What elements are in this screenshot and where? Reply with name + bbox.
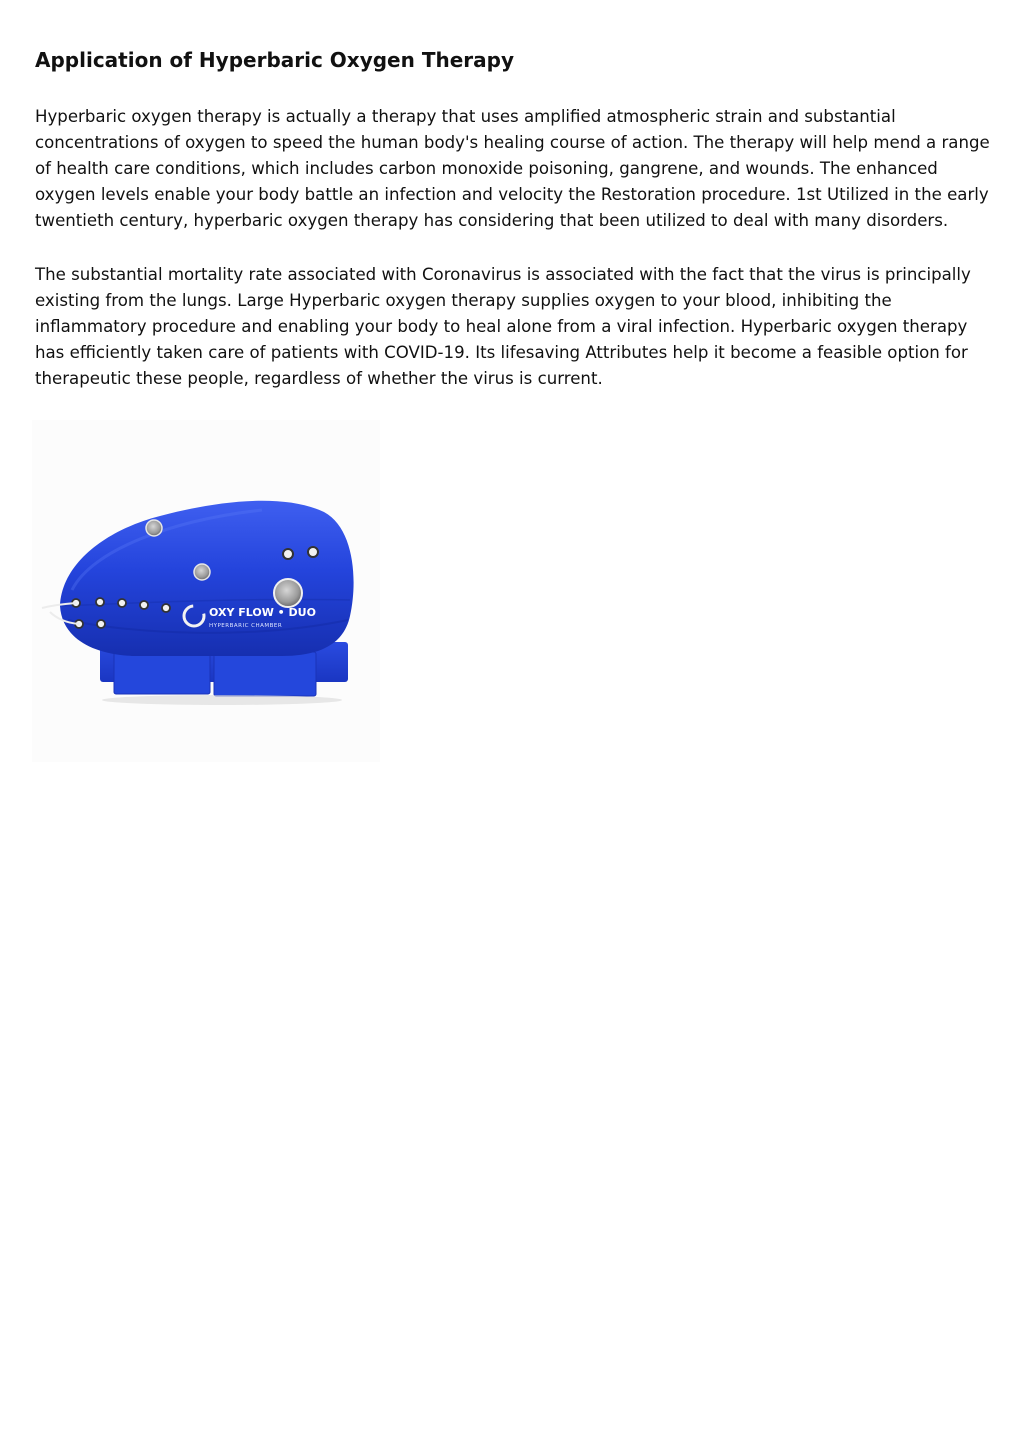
paragraph-covid: The substantial mortality rate associated with Coronavirus is associated with the fact that the virus is principally existing from the lungs. Large Hyperbaric oxygen therapy supplies oxygen to your blood, inhibiting the inflammatory procedure and enabling your body to heal alone from a viral infection. Hyperbaric oxygen therapy has efficiently taken care of patients with COVID-19. Its lifesaving Attributes help it become a feasible option for therapeutic these people, regardless of whether the virus is current. — [35, 265, 971, 388]
hyperbaric-chamber-image — [32, 420, 380, 762]
page-title: Application of Hyperbaric Oxygen Therapy — [35, 48, 514, 72]
brand-text: OXY FLOW • DUO — [209, 606, 316, 619]
brand-subtext: HYPERBARIC CHAMBER — [209, 623, 283, 629]
paragraph-intro: Hyperbaric oxygen therapy is actually a therapy that uses amplified atmospheric strain and substantial concentrations of oxygen to speed the human body's healing course of action. The therapy will help mend a range of health care conditions, which includes carbon monoxide poisoning, gangrene, and wounds. The enhanced oxygen levels enable your body battle an infection and velocity the Restoration procedure. 1st Utilized in the early twentieth century, hyperbaric oxygen therapy has considering that been utilized to deal with many disorders. — [35, 107, 990, 230]
